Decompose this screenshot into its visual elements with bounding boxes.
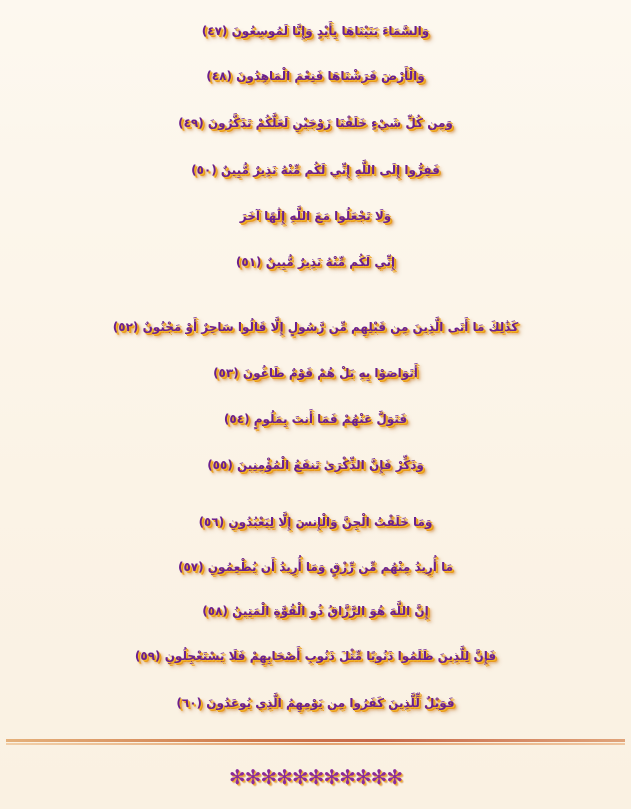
verse-50: فَفِرُّوا إِلَى اللَّهِ إِنِّي لَكُم مِّنْهُ نَذِيرٌ مُّبِينٌ (٥٠) — [191, 163, 440, 177]
verse-53: أَتَوَاصَوْا بِهِ بَلْ هُمْ قَوْمٌ طَاغُونَ (٥٣) — [213, 366, 418, 380]
verse-51-part2: إِنِّي لَكُم مِّنْهُ نَذِيرٌ مُّبِينٌ (٥١) — [235, 255, 396, 269]
divider-line-top — [6, 739, 625, 742]
section-divider — [6, 739, 625, 747]
verse-52: كَذَٰلِكَ مَا أَتَى الَّذِينَ مِن قَبْلِهِم مِّن رَّسُولٍ إِلَّا قَالُوا سَاحِرٌ أَوْ مَجْنُونٌ (٥٢) — [112, 320, 519, 334]
divider-line-bottom — [6, 743, 625, 745]
verse-59: فَإِنَّ لِلَّذِينَ ظَلَمُوا ذَنُوبًا مِّثْلَ ذَنُوبِ أَصْحَابِهِمْ فَلَا يَسْتَعْجِلُونِ (٥٩) — [134, 649, 497, 663]
verse-60: فَوَيْلٌ لِّلَّذِينَ كَفَرُوا مِن يَوْمِهِمُ الَّذِي يُوعَدُونَ (٦٠) — [176, 696, 455, 710]
verse-56: وَمَا خَلَقْتُ الْجِنَّ وَالْإِنسَ إِلَّا لِيَعْبُدُونِ (٥٦) — [198, 515, 433, 529]
ornament-border: ✻✻✻✻✻✻✻✻✻✻✻ — [228, 765, 403, 789]
verse-49: وَمِن كُلِّ شَيْءٍ خَلَقْنَا زَوْجَيْنِ لَعَلَّكُمْ تَذَكَّرُونَ (٤٩) — [178, 116, 453, 130]
verse-55: وَذَكِّرْ فَإِنَّ الذِّكْرَىٰ تَنفَعُ الْمُؤْمِنِينَ (٥٥) — [207, 458, 424, 472]
verse-54: فَتَوَلَّ عَنْهُمْ فَمَا أَنتَ بِمَلُومٍ (٥٤) — [223, 412, 408, 426]
verse-57: مَا أُرِيدُ مِنْهُم مِّن رِّزْقٍ وَمَا أُرِيدُ أَن يُطْعِمُونِ (٥٧) — [177, 560, 454, 574]
verse-47: وَالسَّمَاءَ بَنَيْنَاهَا بِأَيْدٍ وَإِنَّا لَمُوسِعُونَ (٤٧) — [201, 24, 430, 38]
verse-51-part1: وَلَا تَجْعَلُوا مَعَ اللَّهِ إِلَٰهًا آخَرَ — [239, 209, 392, 223]
verse-48: وَالْأَرْضَ فَرَشْنَاهَا فَنِعْمَ الْمَاهِدُونَ (٤٨) — [206, 69, 425, 83]
verse-58: إِنَّ اللَّهَ هُوَ الرَّزَّاقُ ذُو الْقُوَّةِ الْمَتِينُ (٥٨) — [202, 604, 429, 618]
